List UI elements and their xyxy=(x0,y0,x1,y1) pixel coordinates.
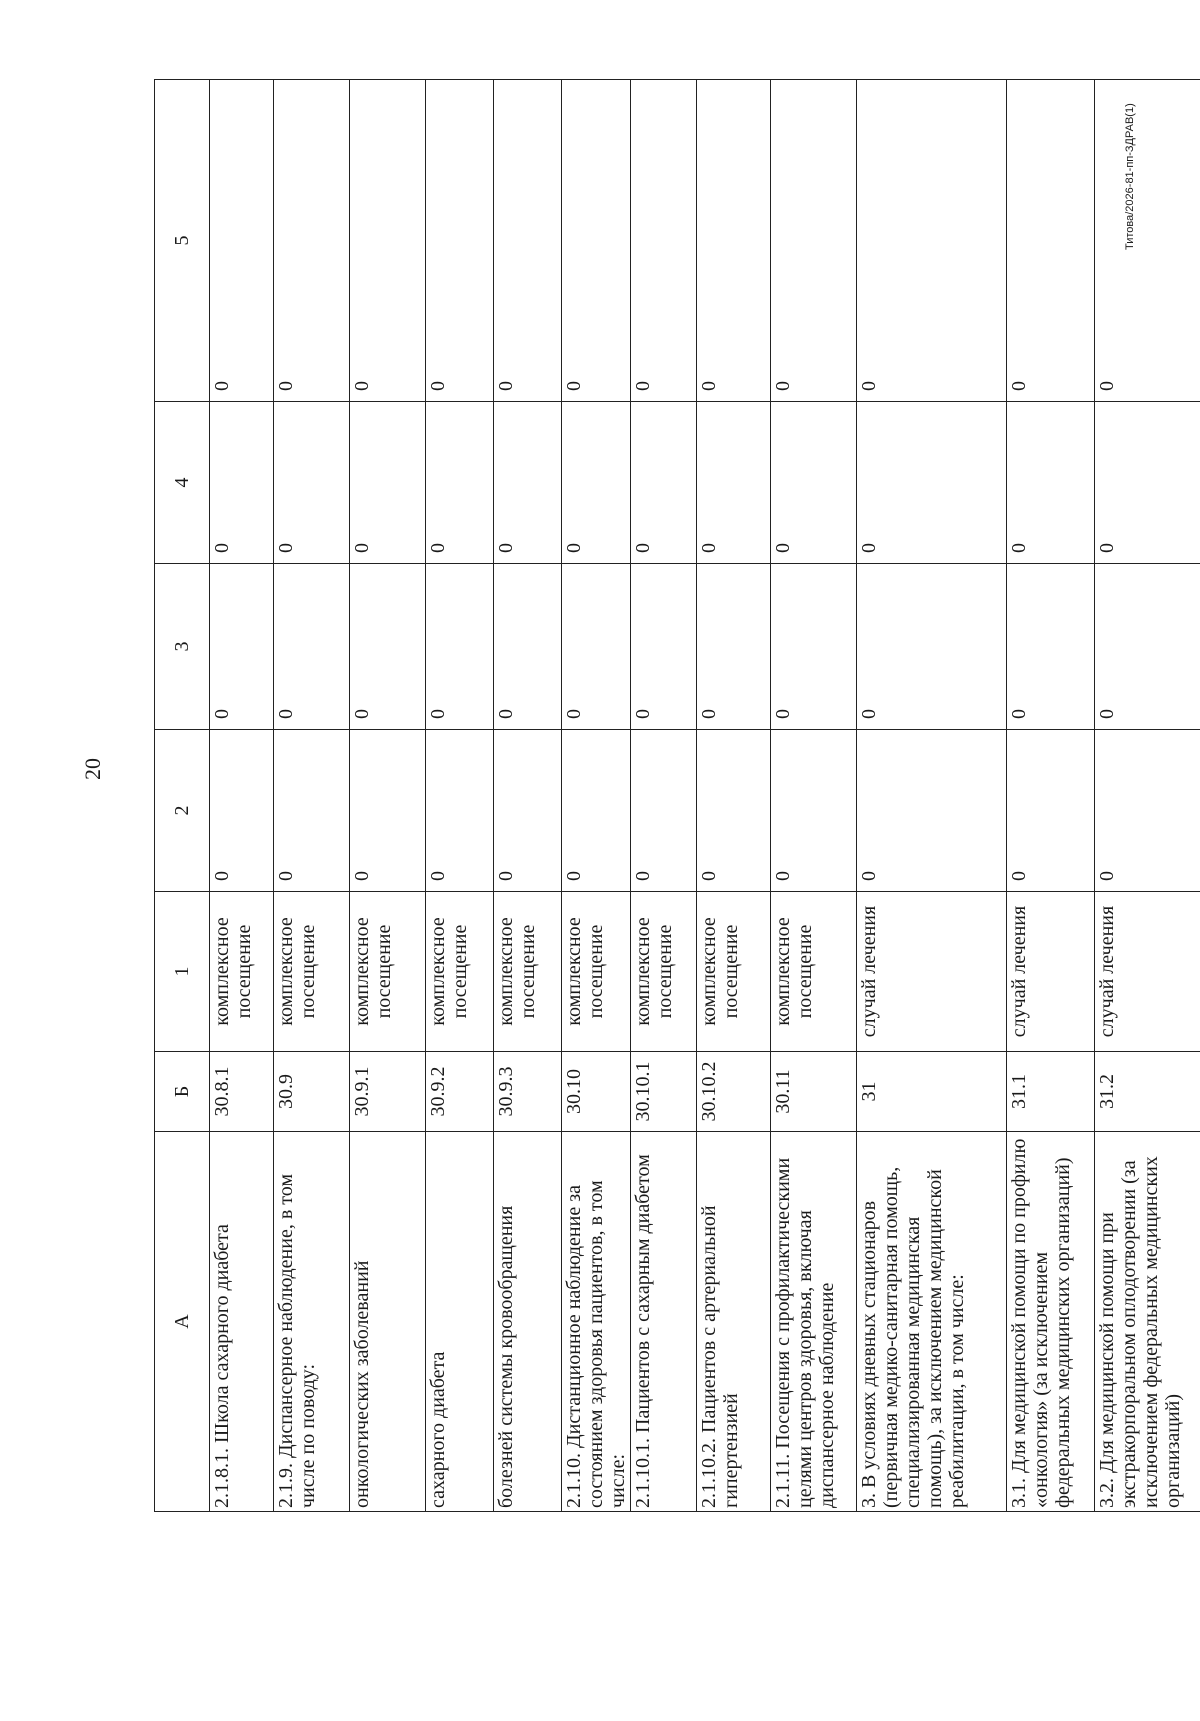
row-code-cell: 30.9.1 xyxy=(350,1052,426,1132)
table-row xyxy=(210,80,274,1512)
unit-cell: комплексное посещение xyxy=(494,892,562,1052)
value-cell: 0 xyxy=(697,564,771,730)
page-number: 20 xyxy=(80,758,105,780)
row-label-cell: 2.1.9. Диспансерное наблюдение, в том числе по поводу: xyxy=(274,1132,350,1512)
row-code-cell: 31.1 xyxy=(1007,1052,1095,1132)
data-table xyxy=(154,79,1200,1512)
column-header: 5 xyxy=(155,80,210,402)
value-cell: 0 xyxy=(771,564,857,730)
table-row xyxy=(631,80,697,1512)
row-label-cell: 3. В условиях дневных стационаров (первичная медико-санитарная помощь, специализированная медицинская помощь), за исключением медицинской реабилитации, в том числе: xyxy=(857,1132,1007,1512)
row-label-cell: онкологических заболеваний xyxy=(350,1132,426,1512)
value-cell: 0 xyxy=(1007,564,1095,730)
value-cell: 0 xyxy=(1007,80,1095,402)
value-cell: 0 xyxy=(494,402,562,564)
value-cell: 0 xyxy=(494,564,562,730)
table-row xyxy=(494,80,562,1512)
value-cell: 0 xyxy=(631,80,697,402)
unit-cell: комплексное посещение xyxy=(274,892,350,1052)
table-header-row xyxy=(155,80,210,1512)
table-row xyxy=(771,80,857,1512)
value-cell: 0 xyxy=(274,564,350,730)
unit-cell: случай лечения xyxy=(857,892,1007,1052)
value-cell: 0 xyxy=(562,80,631,402)
value-cell: 0 xyxy=(494,730,562,892)
unit-cell: комплексное посещение xyxy=(350,892,426,1052)
column-header: 1 xyxy=(155,892,210,1052)
value-cell: 0 xyxy=(426,564,494,730)
value-cell: 0 xyxy=(350,80,426,402)
row-code-cell: 31 xyxy=(857,1052,1007,1132)
value-cell: 0 xyxy=(274,402,350,564)
value-cell: 0 xyxy=(350,564,426,730)
unit-cell: комплексное посещение xyxy=(631,892,697,1052)
value-cell: 0 xyxy=(697,730,771,892)
document-id: Титова/2026-81-пп-ЗДРАВ(1) xyxy=(1124,103,1136,250)
value-cell: 0 xyxy=(426,80,494,402)
value-cell: 0 xyxy=(210,730,274,892)
value-cell: 0 xyxy=(1095,402,1200,564)
value-cell: 0 xyxy=(274,80,350,402)
row-code-cell: 30.8.1 xyxy=(210,1052,274,1132)
row-code-cell: 30.10.2 xyxy=(697,1052,771,1132)
value-cell: 0 xyxy=(771,730,857,892)
row-label-cell: 2.1.11. Посещения с профилактическими целями центров здоровья, включая диспансерное наблюдение xyxy=(771,1132,857,1512)
value-cell: 0 xyxy=(350,730,426,892)
unit-cell: случай лечения xyxy=(1007,892,1095,1052)
value-cell: 0 xyxy=(771,402,857,564)
value-cell: 0 xyxy=(631,564,697,730)
value-cell: 0 xyxy=(857,730,1007,892)
unit-cell: комплексное посещение xyxy=(771,892,857,1052)
value-cell: 0 xyxy=(350,402,426,564)
value-cell: 0 xyxy=(631,402,697,564)
value-cell: 0 xyxy=(631,730,697,892)
row-code-cell: 30.10 xyxy=(562,1052,631,1132)
row-label-cell: 2.1.10.1. Пациентов с сахарным диабетом xyxy=(631,1132,697,1512)
value-cell: 0 xyxy=(697,80,771,402)
row-code-cell: 31.2 xyxy=(1095,1052,1200,1132)
column-header: А xyxy=(155,1132,210,1512)
row-label-cell: болезней системы кровообращения xyxy=(494,1132,562,1512)
value-cell: 0 xyxy=(562,564,631,730)
column-header: 3 xyxy=(155,564,210,730)
table-row xyxy=(350,80,426,1512)
table-row xyxy=(562,80,631,1512)
value-cell: 0 xyxy=(857,80,1007,402)
row-label-cell: сахарного диабета xyxy=(426,1132,494,1512)
unit-cell: комплексное посещение xyxy=(697,892,771,1052)
row-code-cell: 30.9 xyxy=(274,1052,350,1132)
value-cell: 0 xyxy=(771,80,857,402)
value-cell: 0 xyxy=(1007,730,1095,892)
table-row xyxy=(274,80,350,1512)
value-cell: 0 xyxy=(426,730,494,892)
row-code-cell: 30.9.2 xyxy=(426,1052,494,1132)
value-cell: 0 xyxy=(1095,730,1200,892)
column-header: Б xyxy=(155,1052,210,1132)
unit-cell: комплексное посещение xyxy=(426,892,494,1052)
unit-cell: комплексное посещение xyxy=(562,892,631,1052)
row-label-cell: 2.1.10.2. Пациентов с артериальной гипертензией xyxy=(697,1132,771,1512)
column-header: 4 xyxy=(155,402,210,564)
column-header: 2 xyxy=(155,730,210,892)
row-label-cell: 2.1.10. Дистанционное наблюдение за состоянием здоровья пациентов, в том числе: xyxy=(562,1132,631,1512)
row-label-cell: 3.2. Для медицинской помощи при экстракорпоральном оплодотворении (за исключением федеральных медицинских организаций) xyxy=(1095,1132,1200,1512)
value-cell: 0 xyxy=(210,564,274,730)
value-cell: 0 xyxy=(562,402,631,564)
row-code-cell: 30.10.1 xyxy=(631,1052,697,1132)
row-code-cell: 30.9.3 xyxy=(494,1052,562,1132)
table-row xyxy=(1095,80,1200,1512)
table-row xyxy=(697,80,771,1512)
value-cell: 0 xyxy=(1095,80,1200,402)
value-cell: 0 xyxy=(494,80,562,402)
unit-cell: комплексное посещение xyxy=(210,892,274,1052)
value-cell: 0 xyxy=(857,564,1007,730)
row-label-cell: 3.1. Для медицинской помощи по профилю «онкология» (за исключением федеральных медицинских организаций) xyxy=(1007,1132,1095,1512)
value-cell: 0 xyxy=(274,730,350,892)
table-row xyxy=(857,80,1007,1512)
table-row xyxy=(1007,80,1095,1512)
value-cell: 0 xyxy=(1095,564,1200,730)
value-cell: 0 xyxy=(857,402,1007,564)
row-code-cell: 30.11 xyxy=(771,1052,857,1132)
value-cell: 0 xyxy=(1007,402,1095,564)
value-cell: 0 xyxy=(210,80,274,402)
unit-cell: случай лечения xyxy=(1095,892,1200,1052)
row-label-cell: 2.1.8.1. Школа сахарного диабета xyxy=(210,1132,274,1512)
table-row xyxy=(426,80,494,1512)
value-cell: 0 xyxy=(562,730,631,892)
value-cell: 0 xyxy=(697,402,771,564)
value-cell: 0 xyxy=(210,402,274,564)
value-cell: 0 xyxy=(426,402,494,564)
table-body xyxy=(210,80,1200,1512)
